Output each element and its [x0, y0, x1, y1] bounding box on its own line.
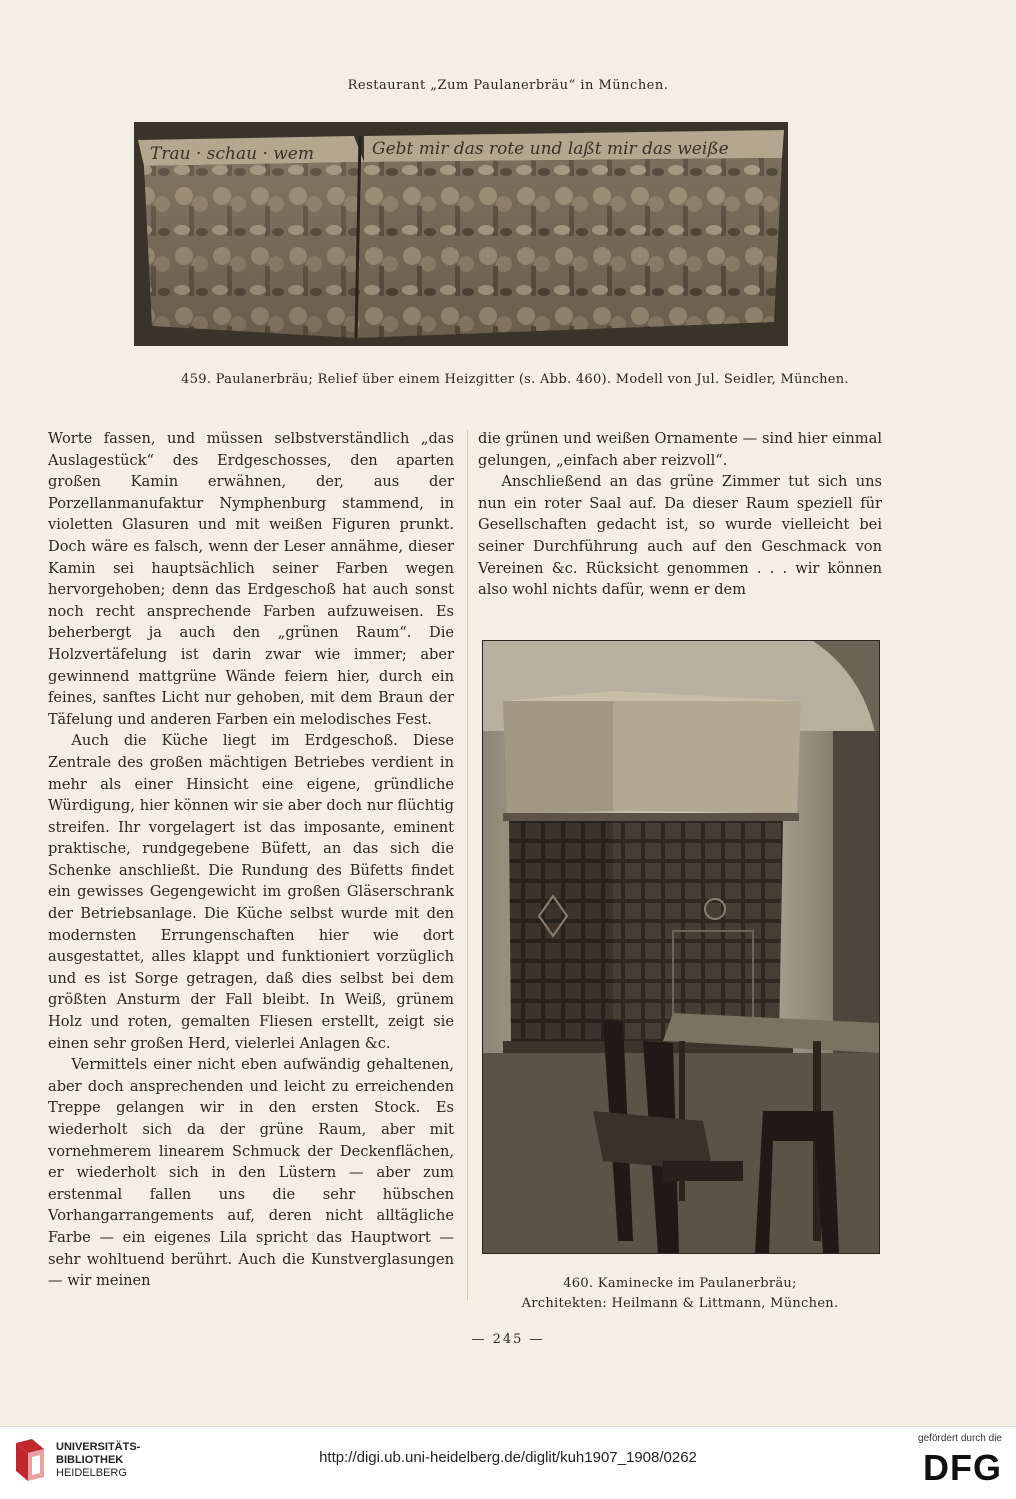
library-name[interactable]: UNIVERSITÄTS- BIBLIOTHEK HEIDELBERG [56, 1441, 141, 1479]
left-column [48, 428, 454, 1292]
digitization-footer [0, 1426, 1016, 1499]
dfg-logo-icon: DFG [923, 1447, 1002, 1488]
figure-460-caption-line2: Architekten: Heilmann & Littmann, München. [521, 1296, 839, 1311]
right-column [478, 428, 882, 601]
relief-inscription-left: Trau · schau · wem [150, 144, 314, 164]
relief-inscription-right: Gebt mir das rote und laßt mir das weiße [372, 139, 729, 159]
funder-block[interactable] [918, 1433, 1002, 1486]
permalink-url[interactable]: http://digi.ub.uni-heidelberg.de/diglit/kuh1907_1908/0262 [319, 1449, 697, 1466]
paragraph: Worte fassen, und müssen selbstverständlich „das Auslagestück“ des Erdgeschosses, den aparten großen Kamin erwähnen, der, aus der Porzellanmanufaktur Nymphenburg stammend, in violetten Glasuren und mit weißen Figuren prunkt. Doch wäre es falsch, wenn der Leser annähme, dieser Kamin sei hauptsächlich seiner Farben wegen hervorgehoben; denn das Erdgeschoß hat auch sonst noch recht ansprechende Farben aufzuweisen. Es beherbergt ja auch den „grünen Raum“. Die Holzvertäfelung ist darin zwar wie immer; aber gewinnend mattgrüne Wände feiern hier, durch ein feines, sanftes Licht nur gehoben, mit dem Braun der Täfelung und anderen Farben ein melodisches Fest. [48, 430, 454, 728]
relief-image [134, 122, 788, 346]
page-number: — 245 — [471, 1332, 545, 1347]
paragraph: Vermittels einer nicht eben aufwändig gehaltenen, aber doch ansprechenden und leicht zu erreichenden Treppe gelangen wir in den ersten Stock. Es wiederholt sich da der grüne Raum, aber mit vornehmerem linearem Schmuck der Deckenflächen, er wiederholt sich in den Lüstern — aber zum erstenmal fallen uns die sehr hübschen Vorhangarrangements auf, deren nicht alltägliche Farbe — ein eigenes Lila spricht das Hauptwort — sehr wohltuend berührt. Auch die Kunstverglasungen — wir meinen [48, 1056, 454, 1290]
figure-460-caption-line1: 460. Kaminecke im Paulanerbräu; [563, 1276, 797, 1291]
figure-460-caption [482, 1274, 878, 1314]
paragraph: Anschließend an das grüne Zimmer tut sich uns nun ein roter Saal auf. Da dieser Raum speziell für Gesellschaften gedacht ist, so wurde vielleicht bei seiner Durchführung auch auf den Geschmack von Vereinen &c. Rücksicht genommen . . . wir können also wohl nichts dafür, wenn er dem [478, 473, 882, 599]
paragraph: die grünen und weißen Ornamente — sind hier einmal gelungen, „einfach aber reizvoll“. [478, 430, 882, 469]
running-head: Restaurant „Zum Paulanerbräu“ in München. [347, 78, 669, 93]
column-divider [467, 430, 468, 1300]
paragraph: Auch die Küche liegt im Erdgeschoß. Diese Zentrale des großen mächtigen Betriebes verdient in mehr als einer Hinsicht eine eigene, gründliche Würdigung, hier können wir sie aber doch nur flüchtig streifen. Ihr vorgelagert ist das imposante, eminent praktische, rundgegebene Büfett, an das sich die Schenke anschließt. Die Rundung des Büfetts findet ein gewisses Gegengewicht im großen Gläserschrank der Betriebsanlage. Die Küche selbst wurde mit den modernsten Errungenschaften hier wie dort ausgestattet, alles klappt und funktioniert vorzüglich und es ist Sorge getragen, daß dies selbst bei dem größten Ansturm der Fall bleibt. In Weiß, grünem Holz und roten, gemalten Fliesen erstellt, zeigt sie einen sehr großen Herd, vielerlei Anlagen &c. [48, 732, 454, 1052]
fireplace-photo [482, 640, 880, 1254]
figure-459-caption: 459. Paulanerbräu; Relief über einem Heizgitter (s. Abb. 460). Modell von Jul. Seidler, München. [181, 372, 849, 387]
funded-by-label: gefördert durch die [918, 1433, 1002, 1444]
